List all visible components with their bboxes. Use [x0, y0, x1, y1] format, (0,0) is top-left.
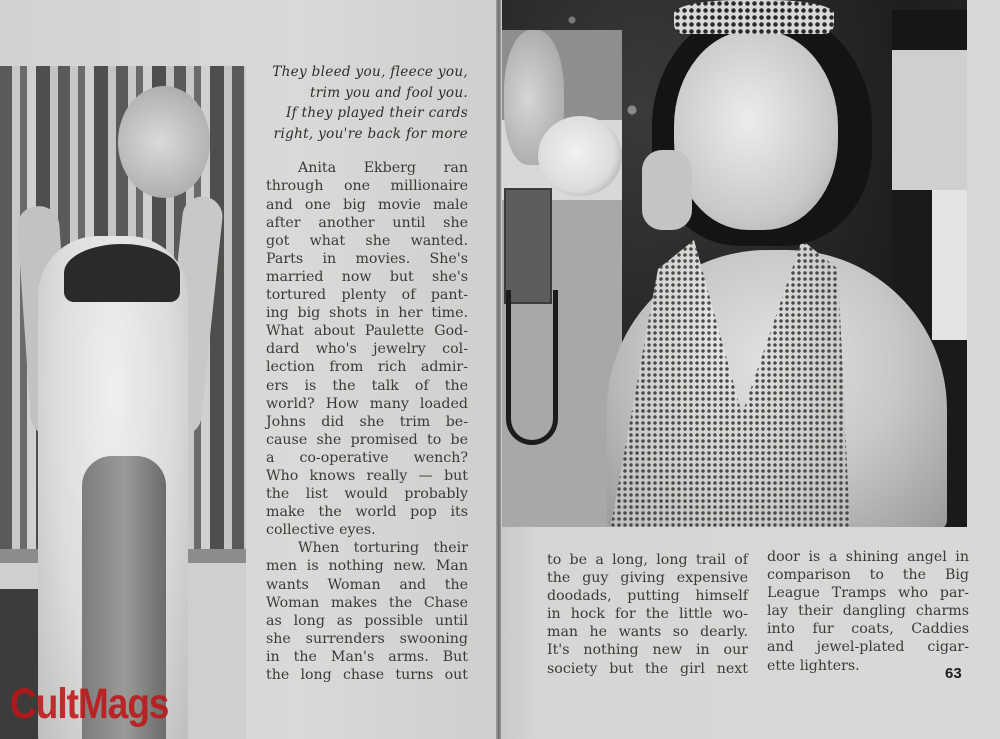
text-line: doodads, putting himself [547, 588, 748, 605]
text-line: Woman makes the Chase [266, 594, 468, 611]
text-line: wants Woman and the [266, 576, 468, 593]
text-line: a co-operative wench? [266, 449, 468, 466]
figure-bodice [64, 244, 180, 302]
text-line: Anita Ekberg ran [298, 160, 468, 177]
body-paragraph [266, 159, 468, 539]
text-line: after another until she [266, 214, 468, 231]
left-photo [0, 66, 246, 739]
figure-head [118, 86, 210, 198]
text-line: make the world pop its [266, 504, 468, 521]
flash-cable [506, 290, 558, 445]
text-line: What about Paulette God- [266, 323, 468, 340]
tuxedo-shirt [932, 190, 967, 340]
tiara [674, 0, 834, 34]
text-line: ers is the talk of the [266, 377, 468, 394]
text-line: League Tramps who par- [767, 585, 969, 602]
text-line: dard who's jewelry col- [266, 341, 468, 358]
text-line: world? How many loaded [266, 395, 468, 412]
woman-face [674, 30, 838, 230]
text-line: in the Man's arms. But [266, 648, 468, 665]
text-line: to be a long, long trail of [547, 552, 748, 568]
text-line: door is a shining angel in [767, 549, 969, 565]
text-line: lection from rich admir- [266, 359, 468, 376]
text-line: the guy giving expensive [547, 570, 748, 587]
text-line: ette lighters. [767, 657, 860, 674]
text-line: the long chase turns out [266, 667, 468, 683]
text-line: into fur coats, Caddies [767, 621, 969, 638]
left-text-column [266, 62, 468, 684]
text-line: ing big shots in her time. [266, 305, 468, 322]
text-line: the list would probably [266, 486, 468, 503]
article-deck [266, 62, 468, 144]
text-line: through one millionaire [266, 178, 468, 195]
text-line: Who knows really — but [266, 467, 468, 484]
text-line: in hock for the little wo- [547, 606, 748, 623]
text-line: man he wants so dearly. [547, 624, 748, 641]
deck-line: They bleed you, fleece you, [272, 64, 468, 80]
text-line: and jewel-plated cigar- [767, 639, 969, 656]
body-paragraph [266, 539, 468, 684]
text-line: lay their dangling charms [767, 603, 969, 620]
text-line: Johns did she trim be- [266, 413, 468, 430]
text-line: cause she promised to be [266, 431, 468, 448]
page-gutter [496, 0, 501, 739]
deck-line: right, you're back for more [273, 125, 468, 142]
text-line: It's nothing new in our [547, 642, 748, 659]
text-line: she surrenders swooning [266, 630, 468, 647]
deck-line: If they played their cards [285, 105, 468, 122]
text-line: collective eyes. [266, 522, 376, 539]
text-line: and one big movie male [266, 196, 468, 213]
right-text-column-1 [547, 551, 748, 678]
text-line: When torturing their [298, 540, 468, 557]
text-line: men is nothing new. Man [266, 558, 468, 575]
camera [504, 188, 552, 304]
text-line: tortured plenty of pant- [266, 287, 468, 304]
deck-line: trim you and fool you. [310, 84, 468, 101]
right-photo [502, 0, 967, 527]
text-line: married now but she's [266, 268, 468, 285]
text-line: got what she wanted. [266, 232, 468, 249]
cultmags-watermark: CultMags [10, 680, 169, 728]
right-text-column-2 [767, 548, 969, 675]
page-number: 63 [945, 665, 962, 682]
flash-reflector [538, 116, 622, 196]
text-line: as long as possible until [266, 612, 468, 629]
text-line: society but the girl next [547, 660, 748, 677]
text-line: Parts in movies. She's [266, 250, 468, 267]
text-line: comparison to the Big [767, 567, 969, 584]
raised-hand [642, 150, 692, 230]
